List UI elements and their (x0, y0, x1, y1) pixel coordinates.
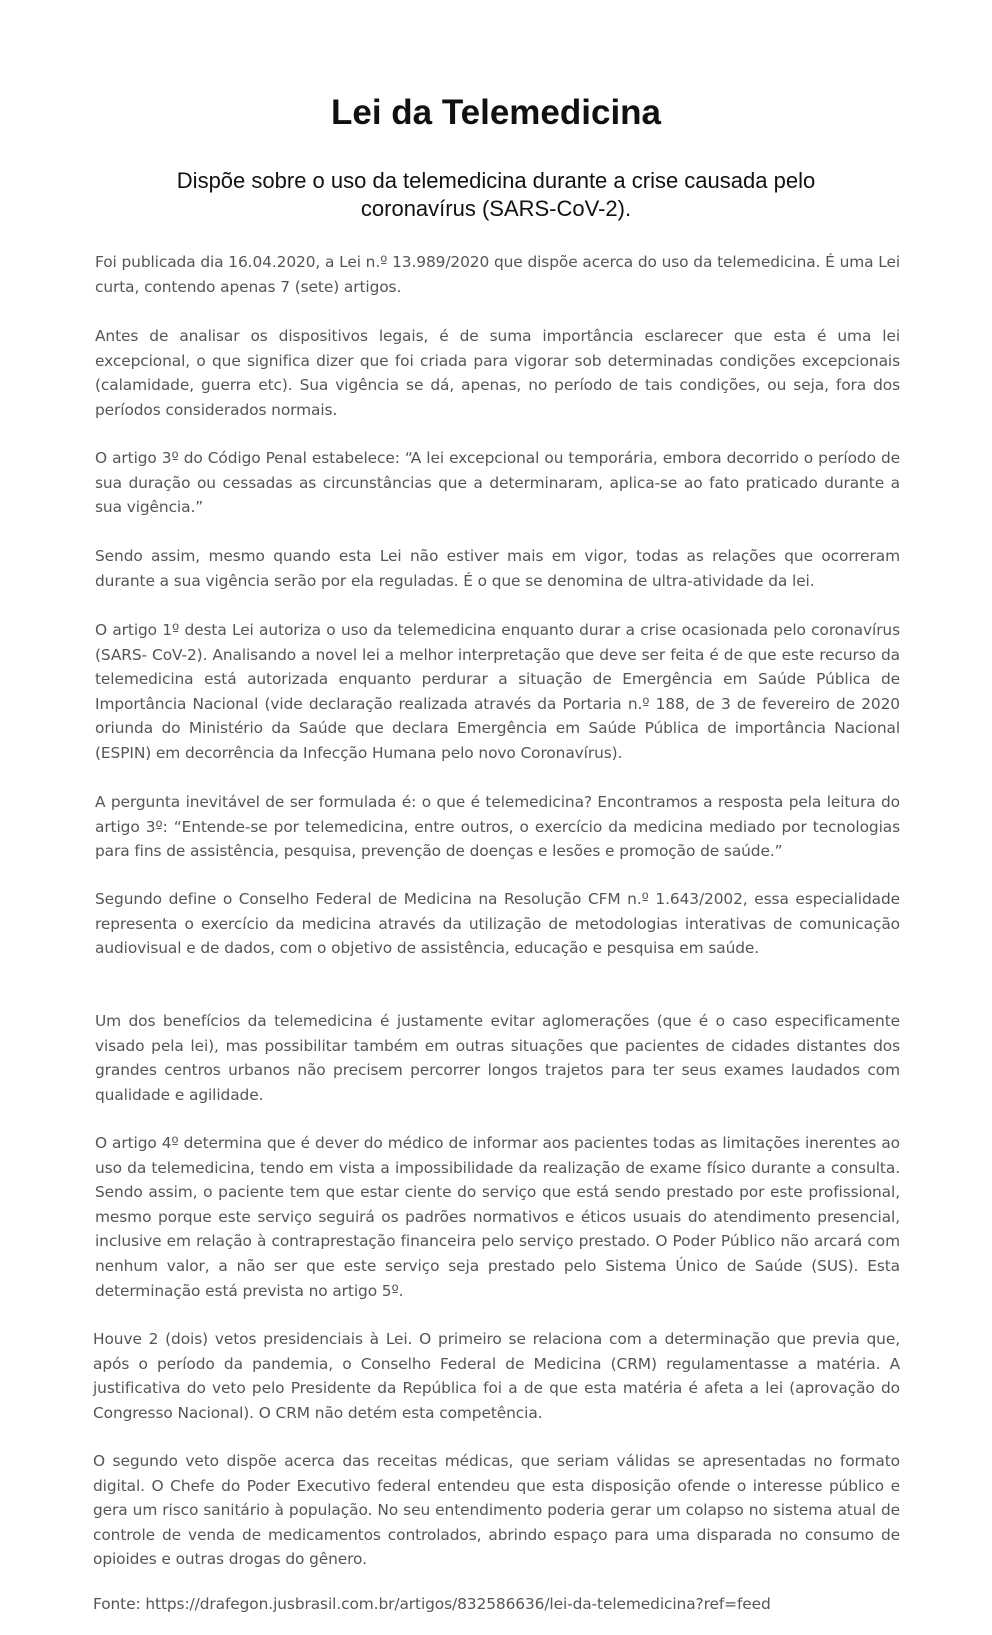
document-title: Lei da Telemedicina (330, 93, 662, 132)
paragraph-second-veto: O segundo veto dispõe acerca das receitas médicas, que seriam válidas se apresentadas no formato digital. O Chefe do Poder Executivo federal entendeu que esta disposição ofende o interesse público e gera um risco sanitário à população. No seu entendimento poderia gerar um colapso no sistema atual de controle de venda de medicamentos controlados, abrindo espaço para uma disparada no consumo de opioides e outras drogas do gênero. (93, 1452, 900, 1569)
paragraph-first-veto: Houve 2 (dois) vetos presidenciais à Lei. O primeiro se relaciona com a determinação que previa que, após o período da pandemia, o Conselho Federal de Medicina (CRM) regulamentasse a matéria. A justificativa do veto pelo Presidente da República foi a de que esta matéria é afeta a lei (aprovação do Congresso Nacional). O CRM não detém esta competência. (93, 1330, 900, 1422)
paragraph-ultra-activity: Sendo assim, mesmo quando esta Lei não estiver mais em vigor, todas as relações que ocorreram durante a sua vigência serão por ela reguladas. É o que se denomina de ultra-atividade da lei. (95, 547, 900, 590)
paragraph-cfm-resolution: Segundo define o Conselho Federal de Medicina na Resolução CFM n.º 1.643/2002, essa especialidade representa o exercício da medicina através da utilização de metodologias interativas de comunicação audiovisual e de dados, com o objetivo de assistência, educação e pesquisa em saúde. (95, 890, 900, 958)
paragraph-publication: Foi publicada dia 16.04.2020, a Lei n.º 13.989/2020 que dispõe acerca do uso da telemedicina. É uma Lei curta, contendo apenas 7 (sete) artigos. (95, 253, 900, 296)
paragraph-exceptional-law: Antes de analisar os dispositivos legais, é de suma importância esclarecer que esta é uma lei excepcional, o que significa dizer que foi criada para vigorar sob determinadas condições excepcionais (calamidade, guerra etc). Sua vigência se dá, apenas, no período de tais condições, ou seja, fora dos períodos considerados normais. (95, 327, 900, 419)
document-subtitle: Dispõe sobre o uso da telemedicina durante a crise causada pelo coronavírus (SARS-CoV-2). (176, 168, 816, 221)
source-citation: Fonte: https://drafegon.jusbrasil.com.br/artigos/832586636/lei-da-telemedicina?ref=feed (93, 1595, 771, 1613)
paragraph-penal-code: O artigo 3º do Código Penal estabelece: “A lei excepcional ou temporária, embora decorrido o período de sua duração ou cessadas as circunstâncias que a determinaram, aplica-se ao fato praticado durante a sua vigência.” (95, 449, 900, 517)
paragraph-article-1: O artigo 1º desta Lei autoriza o uso da telemedicina enquanto durar a crise ocasionada pelo coronavírus (SARS- CoV-2). Analisando a novel lei a melhor interpretação que deve ser feita é de que este recurso da telemedicina está autorizada enquanto perdurar a situação de Emergência em Saúde Pública de Importância Nacional (vide declaração realizada através da Portaria n.º 188, de 3 de fevereiro de 2020 oriunda do Ministério da Saúde que declara Emergência em Saúde Pública de importância Nacional (ESPIN) em decorrência da Infecção Humana pelo novo Coronavírus). (95, 621, 900, 762)
paragraph-definition: A pergunta inevitável de ser formulada é: o que é telemedicina? Encontramos a resposta pela leitura do artigo 3º: “Entende-se por telemedicina, entre outros, o exercício da medicina mediado por tecnologias para fins de assistência, pesquisa, prevenção de doenças e lesões e promoção de saúde.” (95, 793, 900, 861)
paragraph-benefits: Um dos benefícios da telemedicina é justamente evitar aglomerações (que é o caso especificamente visado pela lei), mas possibilitar também em outras situações que pacientes de cidades distantes dos grandes centros urbanos não precisem percorrer longos trajetos para ter seus exames laudados com qualidade e agilidade. (95, 1012, 900, 1104)
paragraph-article-4: O artigo 4º determina que é dever do médico de informar aos pacientes todas as limitações inerentes ao uso da telemedicina, tendo em vista a impossibilidade da realização de exame físico durante a consulta. Sendo assim, o paciente tem que estar ciente do serviço que está sendo prestado por este profissional, mesmo porque este serviço seguirá os padrões normativos e éticos usuais do atendimento presencial, inclusive em relação à contraprestação financeira pelo serviço prestado. O Poder Público não arcará com nenhum valor, a não ser que este serviço seja prestado pelo Sistema Único de Saúde (SUS). Esta determinação está prevista no artigo 5º. (95, 1134, 900, 1300)
